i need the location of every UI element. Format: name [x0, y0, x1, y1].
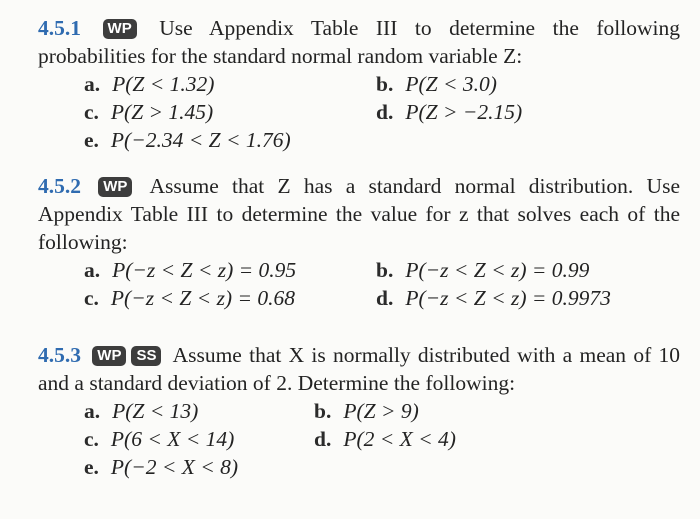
part-expression: P(Z > 9) — [343, 399, 419, 423]
problem-text: Assume that Z has a standard normal distribution. Use Appendix Table III to determine the value for z that solves each of the following: — [38, 174, 680, 254]
part-e — [84, 126, 291, 154]
part-expression: P(−2.34 < Z < 1.76) — [110, 128, 291, 152]
problem-4-5-3 — [38, 341, 680, 481]
part-expression: P(−z < Z < z) = 0.95 — [112, 258, 297, 282]
part-c — [84, 284, 295, 312]
part-label: b. — [376, 72, 394, 96]
problem-number: 4.5.1 — [38, 16, 81, 40]
part-label: e. — [84, 128, 99, 152]
part-expression: P(Z < 1.32) — [112, 72, 215, 96]
parts-row — [38, 284, 680, 312]
problem-4-5-1 — [38, 14, 680, 154]
problem-text: Assume that X is normally distributed with a mean of 10 and a standard deviation of 2. Determine the following: — [38, 343, 680, 395]
parts-row — [38, 397, 680, 425]
part-label: d. — [376, 286, 394, 310]
wp-badge: WP — [103, 19, 137, 39]
part-a — [84, 256, 296, 284]
parts-row — [38, 70, 680, 98]
part-expression: P(−z < Z < z) = 0.9973 — [405, 286, 611, 310]
part-d — [376, 284, 611, 312]
part-a — [84, 70, 214, 98]
part-e — [84, 453, 238, 481]
part-label: c. — [84, 100, 99, 124]
problem-number: 4.5.2 — [38, 174, 81, 198]
part-label: a. — [84, 258, 101, 282]
parts-row — [38, 256, 680, 284]
ss-badge: SS — [131, 346, 161, 366]
problem-number: 4.5.3 — [38, 343, 81, 367]
parts-row — [38, 98, 680, 126]
parts-row — [38, 425, 680, 453]
part-label: c. — [84, 427, 99, 451]
part-c — [84, 98, 213, 126]
part-label: b. — [314, 399, 332, 423]
part-a — [84, 397, 198, 425]
part-expression: P(2 < X < 4) — [343, 427, 456, 451]
problem-text: Use Appendix Table III to determine the following probabilities for the standard normal random variable Z: — [38, 16, 681, 68]
part-expression: P(−2 < X < 8) — [110, 455, 239, 479]
part-b — [376, 256, 589, 284]
part-label: d. — [376, 100, 394, 124]
part-label: d. — [314, 427, 332, 451]
problem-statement — [38, 341, 680, 397]
part-expression: P(−z < Z < z) = 0.68 — [110, 286, 295, 310]
problem-4-5-2 — [38, 172, 680, 312]
part-d — [314, 425, 456, 453]
part-c — [84, 425, 234, 453]
part-b — [376, 70, 497, 98]
part-label: a. — [84, 399, 101, 423]
part-expression: P(Z > −2.15) — [405, 100, 523, 124]
part-d — [376, 98, 522, 126]
part-expression: P(6 < X < 14) — [110, 427, 235, 451]
part-label: a. — [84, 72, 101, 96]
part-expression: P(Z < 13) — [112, 399, 199, 423]
part-label: c. — [84, 286, 99, 310]
part-expression: P(Z < 3.0) — [405, 72, 497, 96]
parts-row — [38, 126, 680, 154]
wp-badge: WP — [98, 177, 132, 197]
part-expression: P(Z > 1.45) — [110, 100, 214, 124]
wp-badge: WP — [92, 346, 126, 366]
problem-statement — [38, 172, 680, 256]
part-label: b. — [376, 258, 394, 282]
parts-row — [38, 453, 680, 481]
part-label: e. — [84, 455, 99, 479]
part-expression: P(−z < Z < z) = 0.99 — [405, 258, 590, 282]
problem-statement — [38, 14, 680, 70]
part-b — [314, 397, 419, 425]
